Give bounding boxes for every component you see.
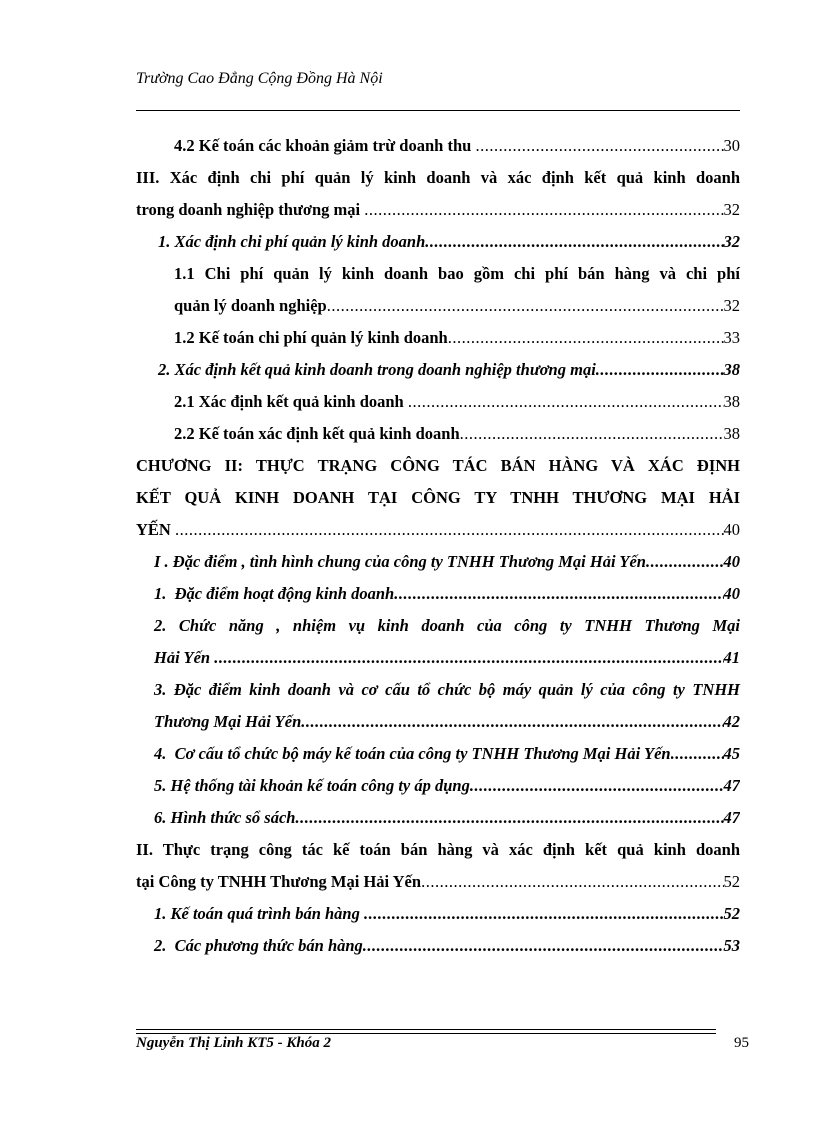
- toc-leader: [364, 194, 723, 226]
- toc-entry: [136, 930, 740, 962]
- toc-leader: [408, 386, 724, 418]
- toc-leader: [475, 130, 723, 162]
- toc-entry-text: tại Công ty TNHH Thương Mại Hải Yến: [136, 872, 422, 891]
- toc-leader: [327, 290, 724, 322]
- toc-entry-text: 4.2 Kế toán các khoản giảm trừ doanh thu: [174, 136, 476, 155]
- toc-page-number: 47: [723, 776, 740, 795]
- toc-page-number: 52: [723, 872, 740, 891]
- toc-entry: [136, 194, 740, 226]
- toc-leader: [448, 322, 724, 354]
- toc-page-number: 47: [723, 808, 740, 827]
- toc-entry-line: 2. Chức năng , nhiệm vụ kinh doanh của công ty TNHH Thương Mại: [154, 616, 740, 635]
- toc-leader: [470, 770, 724, 802]
- toc-entry-text: 1. Đặc điểm hoạt động kinh doanh: [154, 584, 395, 603]
- running-header: Trường Cao Đẳng Cộng Đồng Hà Nội: [136, 70, 383, 87]
- toc-entry: [136, 866, 740, 898]
- table-of-contents: [136, 130, 740, 962]
- toc-entry: [136, 898, 740, 930]
- toc-leader: [301, 706, 723, 738]
- header-rule: [136, 110, 740, 111]
- toc-page-number: 32: [723, 232, 740, 251]
- toc-entry-text: 1. Kế toán quá trình bán hàng: [154, 904, 364, 923]
- toc-entry: [136, 386, 740, 418]
- toc-entry-text: I . Đặc điểm , tình hình chung của công ty TNHH Thương Mại Hải Yến: [154, 552, 646, 571]
- toc-entry-text: 6. Hình thức sổ sách: [154, 808, 296, 827]
- toc-entry-text: 4. Cơ cấu tổ chức bộ máy kế toán của công ty TNHH Thương Mại Hải Yến: [154, 744, 671, 763]
- toc-page-number: 40: [723, 552, 740, 571]
- toc-entry-text: trong doanh nghiệp thương mại: [136, 200, 365, 219]
- toc-leader: [295, 802, 723, 834]
- toc-entry: [136, 130, 740, 162]
- toc-entry: [136, 738, 740, 770]
- toc-entry: [136, 354, 740, 386]
- toc-page-number: 53: [723, 936, 740, 955]
- footer-rule: [136, 1033, 716, 1034]
- toc-page-number: 40: [723, 520, 740, 539]
- toc-leader: [460, 418, 724, 450]
- toc-entry-text: 1. Xác định chi phí quản lý kinh doanh: [158, 232, 426, 251]
- toc-entry-text: 2.2 Kế toán xác định kết quả kinh doanh: [174, 424, 460, 443]
- toc-page-number: 52: [723, 904, 740, 923]
- toc-entry: [136, 290, 740, 322]
- toc-entry: [136, 322, 740, 354]
- toc-entry-line: CHƯƠNG II: THỰC TRẠNG CÔNG TÁC BÁN HÀNG VÀ XÁC ĐỊNH: [136, 456, 740, 475]
- toc-page-number: 45: [723, 744, 740, 763]
- toc-page-number: 38: [723, 360, 740, 379]
- toc-entry-text: 2. Xác định kết quả kinh doanh trong doanh nghiệp thương mại: [158, 360, 596, 379]
- toc-page-number: 30: [723, 136, 740, 155]
- toc-page-number: 40: [723, 584, 740, 603]
- toc-leader: [421, 866, 723, 898]
- toc-entry-text: 1.2 Kế toán chi phí quản lý kinh doanh: [174, 328, 448, 347]
- toc-leader: [394, 578, 723, 610]
- toc-page-number: 42: [723, 712, 740, 731]
- footer-page-number: 95: [734, 1035, 749, 1051]
- toc-entry-text: 2.1 Xác định kết quả kinh doanh: [174, 392, 408, 411]
- toc-leader: [671, 738, 724, 770]
- toc-entry-line: II. Thực trạng công tác kế toán bán hàng và xác định kết quả kinh doanh: [136, 840, 740, 859]
- toc-entry: [136, 418, 740, 450]
- toc-leader: [596, 354, 724, 386]
- toc-entry: [136, 642, 740, 674]
- toc-page-number: 32: [723, 200, 740, 219]
- toc-entry: [136, 770, 740, 802]
- toc-entry: [136, 802, 740, 834]
- toc-entry: [136, 578, 740, 610]
- toc-entry: [136, 514, 740, 546]
- toc-entry-text: Thương Mại Hải Yến: [154, 712, 302, 731]
- toc-entry-text: 5. Hệ thống tài khoản kế toán công ty áp dụng: [154, 776, 470, 795]
- toc-leader: [363, 930, 724, 962]
- toc-entry-line: KẾT QUẢ KINH DOANH TẠI CÔNG TY TNHH THƯƠNG MẠI HẢI: [136, 488, 740, 507]
- toc-entry-text: quản lý doanh nghiệp: [174, 296, 327, 315]
- toc-leader: [646, 546, 724, 578]
- toc-page-number: 38: [723, 424, 740, 443]
- toc-leader: [364, 898, 724, 930]
- toc-entry-line: 3. Đặc điểm kinh doanh và cơ cấu tổ chức bộ máy quản lý của công ty TNHH: [154, 680, 740, 699]
- toc-page-number: 41: [723, 648, 740, 667]
- toc-entry-text: 2. Các phương thức bán hàng: [154, 936, 363, 955]
- toc-page-number: 33: [723, 328, 740, 347]
- toc-page-number: 32: [723, 296, 740, 315]
- toc-page-number: 38: [723, 392, 740, 411]
- footer-rule: [136, 1029, 716, 1030]
- toc-entry-text: YẾN: [136, 520, 175, 539]
- toc-entry-line: III. Xác định chi phí quản lý kinh doanh và xác định kết quả kinh doanh: [136, 168, 740, 187]
- footer-author: Nguyễn Thị Linh KT5 - Khóa 2: [136, 1035, 332, 1051]
- toc-leader: [425, 226, 723, 258]
- toc-entry: [136, 226, 740, 258]
- toc-entry-text: Hải Yến: [154, 648, 215, 667]
- toc-entry-line: 1.1 Chi phí quản lý kinh doanh bao gồm chi phí bán hàng và chi phí: [174, 264, 740, 283]
- toc-entry: [136, 546, 740, 578]
- toc-leader: [175, 514, 724, 546]
- toc-entry: [136, 706, 740, 738]
- toc-leader: [214, 642, 723, 674]
